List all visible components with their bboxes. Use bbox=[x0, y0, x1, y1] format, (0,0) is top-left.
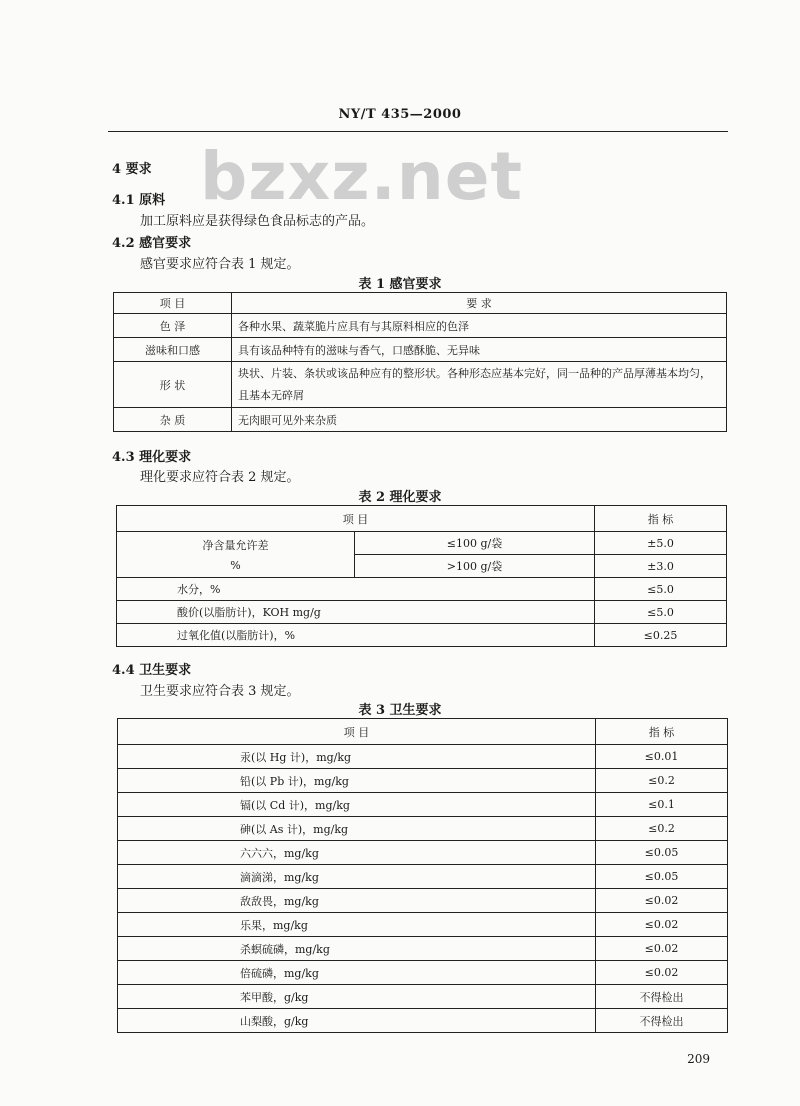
table-row bbox=[114, 408, 727, 432]
table3-hygiene bbox=[117, 718, 728, 1033]
table-cell: ±5.0 bbox=[595, 532, 727, 555]
table-cell: ≤0.1 bbox=[596, 793, 728, 817]
table-row bbox=[117, 532, 727, 555]
table-row bbox=[114, 338, 727, 362]
table-cell: 铅(以 Pb 计)，mg/kg bbox=[118, 769, 596, 793]
table-cell: 乐果，mg/kg bbox=[118, 913, 596, 937]
section-4-3-heading: 4.3 理化要求 bbox=[112, 450, 192, 465]
section-4-3-text: 理化要求应符合表 2 规定。 bbox=[140, 470, 300, 485]
table1-caption: 表 1 感官要求 bbox=[358, 277, 442, 292]
table-cell: 滋味和口感 bbox=[114, 338, 232, 362]
table-cell: ≤5.0 bbox=[595, 578, 727, 601]
table-cell: ≤0.01 bbox=[596, 745, 728, 769]
table-header-cell: 指 标 bbox=[595, 506, 727, 532]
table-row bbox=[117, 601, 727, 624]
table-cell: 酸价(以脂肪计)，KOH mg/g bbox=[117, 601, 595, 624]
table-cell: ≤100 g/袋 bbox=[355, 532, 595, 555]
table-cell: 倍硫磷，mg/kg bbox=[118, 961, 596, 985]
table1-sensory bbox=[113, 292, 727, 432]
table-cell: 块状、片装、条状或该品种应有的整形状。各种形态应基本完好，同一品种的产品厚薄基本均匀，且基本无碎屑 bbox=[232, 362, 727, 408]
header-rule bbox=[108, 131, 728, 132]
table-cell: 色 泽 bbox=[114, 314, 232, 338]
table-cell: ≤0.02 bbox=[596, 961, 728, 985]
document-header: NY/T 435—2000 bbox=[338, 107, 462, 122]
table-cell: 水分，% bbox=[117, 578, 595, 601]
table-cell: 六六六，mg/kg bbox=[118, 841, 596, 865]
table2-physicochemical bbox=[116, 505, 727, 647]
table-row bbox=[118, 865, 728, 889]
table-header-cell: 项 目 bbox=[114, 293, 232, 314]
table-cell: ≤0.25 bbox=[595, 624, 727, 647]
table-cell: 各种水果、蔬菜脆片应具有与其原料相应的色泽 bbox=[232, 314, 727, 338]
table-row bbox=[118, 1009, 728, 1033]
table-cell: 无肉眼可见外来杂质 bbox=[232, 408, 727, 432]
table-row bbox=[114, 362, 727, 408]
table-row bbox=[114, 314, 727, 338]
section-4-2-heading: 4.2 感官要求 bbox=[112, 236, 192, 251]
table-row bbox=[118, 793, 728, 817]
table-cell: 苯甲酸，g/kg bbox=[118, 985, 596, 1009]
table-cell: ≤0.02 bbox=[596, 913, 728, 937]
table-cell: 敌敌畏，mg/kg bbox=[118, 889, 596, 913]
table-header-row bbox=[118, 719, 728, 745]
table-cell: 具有该品种特有的滋味与香气，口感酥脆、无异味 bbox=[232, 338, 727, 362]
table-cell: 过氧化值(以脂肪计)，% bbox=[117, 624, 595, 647]
table-cell: ≤0.02 bbox=[596, 937, 728, 961]
net-content-label-cell bbox=[117, 532, 355, 578]
table-row bbox=[117, 624, 727, 647]
section-4-1-heading: 4.1 原料 bbox=[112, 193, 166, 208]
page-number: 209 bbox=[687, 1052, 710, 1066]
section-4-4-heading: 4.4 卫生要求 bbox=[112, 663, 192, 678]
net-content-label: 净含量允许差 bbox=[202, 539, 269, 552]
table-cell: 砷(以 As 计)，mg/kg bbox=[118, 817, 596, 841]
section-4-4-text: 卫生要求应符合表 3 规定。 bbox=[140, 684, 300, 699]
table-cell: ±3.0 bbox=[595, 555, 727, 578]
table-row bbox=[118, 961, 728, 985]
table-row bbox=[118, 913, 728, 937]
table-cell: >100 g/袋 bbox=[355, 555, 595, 578]
table-cell: 杀螟硫磷，mg/kg bbox=[118, 937, 596, 961]
section-4-2-text: 感官要求应符合表 1 规定。 bbox=[140, 257, 300, 272]
table-cell: 杂 质 bbox=[114, 408, 232, 432]
table-cell: 山梨酸，g/kg bbox=[118, 1009, 596, 1033]
table-header-cell: 项 目 bbox=[117, 506, 595, 532]
net-content-unit: % bbox=[230, 559, 241, 572]
table-row bbox=[118, 769, 728, 793]
table-cell: ≤0.2 bbox=[596, 769, 728, 793]
table-header-row bbox=[117, 506, 727, 532]
table-cell: 镉(以 Cd 计)，mg/kg bbox=[118, 793, 596, 817]
table-row bbox=[118, 889, 728, 913]
table-cell: ≤5.0 bbox=[595, 601, 727, 624]
table-row bbox=[118, 841, 728, 865]
table-cell: 滴滴涕，mg/kg bbox=[118, 865, 596, 889]
table-cell: 形 状 bbox=[114, 362, 232, 408]
watermark: bzxz.net bbox=[200, 138, 524, 215]
table-cell: ≤0.05 bbox=[596, 865, 728, 889]
table-cell: 不得检出 bbox=[596, 1009, 728, 1033]
table-header-cell: 要 求 bbox=[232, 293, 727, 314]
table-cell: 汞(以 Hg 计)，mg/kg bbox=[118, 745, 596, 769]
table-row bbox=[118, 985, 728, 1009]
table2-caption: 表 2 理化要求 bbox=[358, 490, 442, 505]
table-cell: ≤0.02 bbox=[596, 889, 728, 913]
table3-caption: 表 3 卫生要求 bbox=[358, 703, 442, 718]
table-header-cell: 指 标 bbox=[596, 719, 728, 745]
table-row bbox=[118, 817, 728, 841]
table-header-row bbox=[114, 293, 727, 314]
table-row bbox=[117, 578, 727, 601]
table-cell: 不得检出 bbox=[596, 985, 728, 1009]
table-header-cell: 项 目 bbox=[118, 719, 596, 745]
section-4-heading: 4 要求 bbox=[112, 162, 152, 177]
section-4-1-text: 加工原料应是获得绿色食品标志的产品。 bbox=[140, 214, 375, 229]
table-cell: ≤0.2 bbox=[596, 817, 728, 841]
table-cell: ≤0.05 bbox=[596, 841, 728, 865]
table-row bbox=[118, 745, 728, 769]
table-row bbox=[118, 937, 728, 961]
